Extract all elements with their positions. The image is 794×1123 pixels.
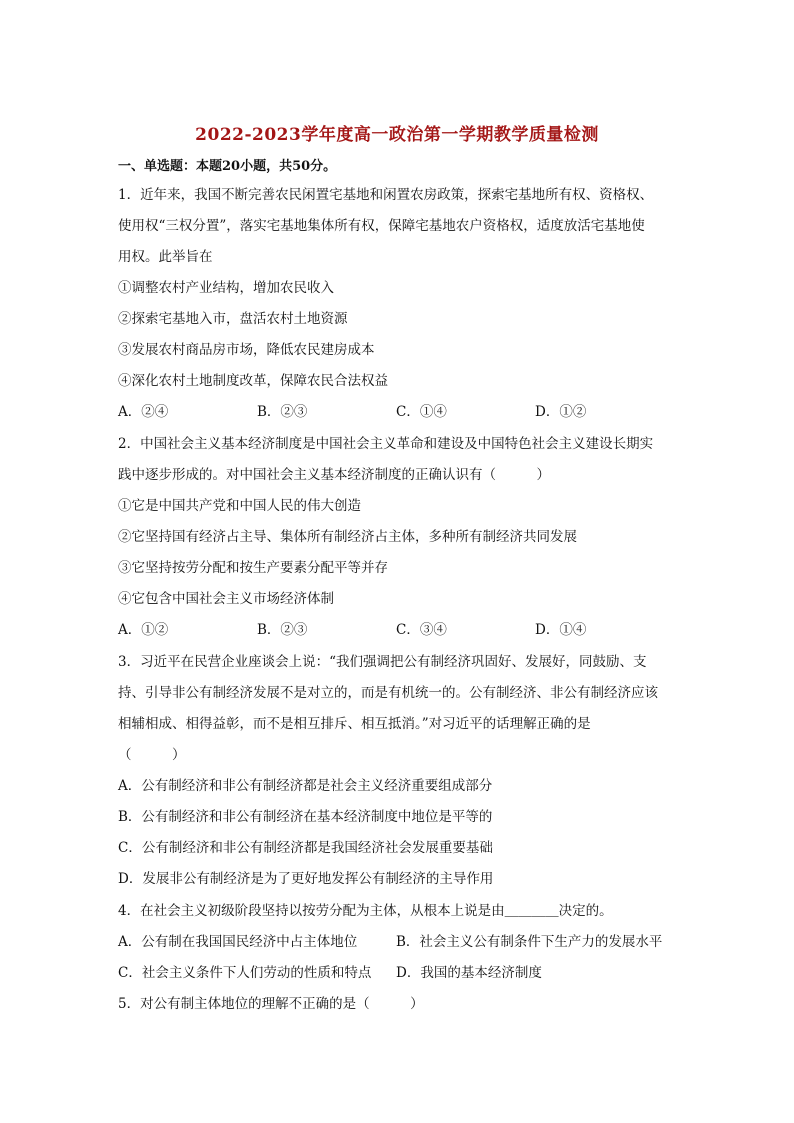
question-3-option-c: C．公有制经济和非公有制经济都是我国经济社会发展重要基础 [118, 840, 493, 856]
question-1-option-a: A．②④ [118, 404, 169, 420]
question-4-option-c: C．社会主义条件下人们劳动的性质和特点 [118, 965, 372, 981]
section-heading: 一、单选题：本题20小题，共50分。 [118, 159, 337, 174]
question-4-option-a: A．公有制在我国国民经济中占主体地位 [118, 934, 358, 950]
question-1-option-d: D．①② [535, 404, 587, 420]
question-4-option-d: D．我国的基本经济制度 [396, 965, 542, 981]
question-1-statement-3: ③发展农村商品房市场，降低农民建房成本 [118, 342, 375, 358]
question-4-option-b: B．社会主义公有制条件下生产力的发展水平 [396, 934, 663, 950]
question-2-text-line-1: 2．中国社会主义基本经济制度是中国社会主义革命和建设及中国特色社会主义建设长期实 [118, 436, 654, 452]
question-1-text-line-3: 用权。此举旨在 [118, 249, 213, 265]
question-3-text-line-2: 持、引导非公有制经济发展不是对立的，而是有机统一的。公有制经济、非公有制经济应该 [118, 685, 658, 701]
question-3-option-a: A．公有制经济和非公有制经济都是社会主义经济重要组成部分 [118, 778, 493, 794]
question-2-option-d: D．①④ [535, 622, 587, 638]
question-2-text-line-2: 践中逐步形成的。对中国社会主义基本经济制度的正确认识有（ ） [118, 467, 550, 483]
question-1-text-line-2: 使用权“三权分置”，落实宅基地集体所有权，保障宅基地农户资格权，适度放活宅基地使 [118, 218, 645, 234]
question-5-text-line-1: 5．对公有制主体地位的理解不正确的是（ ） [118, 996, 424, 1012]
question-2-statement-4: ④它包含中国社会主义市场经济体制 [118, 591, 334, 607]
question-3-option-d: D．发展非公有制经济是为了更好地发挥公有制经济的主导作用 [118, 871, 494, 887]
question-3-text-line-4: （ ） [118, 747, 186, 763]
question-3-option-b: B．公有制经济和非公有制经济在基本经济制度中地位是平等的 [118, 809, 493, 825]
question-1-statement-4: ④深化农村土地制度改革，保障农民合法权益 [118, 373, 388, 389]
question-3-text-line-1: 3．习近平在民营企业座谈会上说：“我们强调把公有制经济巩固好、发展好，同鼓励、支 [118, 654, 647, 670]
question-1-option-c: C．①④ [396, 404, 447, 420]
question-2-statement-1: ①它是中国共产党和中国人民的伟大创造 [118, 498, 361, 514]
question-1-text-line-1: 1．近年来，我国不断完善农民闲置宅基地和闲置农房政策，探索宅基地所有权、资格权、 [118, 187, 654, 203]
question-3-text-line-3: 相辅相成、相得益彰，而不是相互排斥、相互抵消。”对习近平的话理解正确的是 [118, 716, 591, 732]
question-2-option-c: C．③④ [396, 622, 447, 638]
question-1-statement-1: ①调整农村产业结构，增加农民收入 [118, 280, 334, 296]
question-2-statement-2: ②它坚持国有经济占主导、集体所有制经济占主体，多种所有制经济共同发展 [118, 529, 577, 545]
question-1-option-b: B．②③ [257, 404, 308, 420]
question-2-option-a: A．①② [118, 622, 169, 638]
question-2-statement-3: ③它坚持按劳分配和按生产要素分配平等并存 [118, 560, 388, 576]
question-1-statement-2: ②探索宅基地入市，盘活农村土地资源 [118, 311, 348, 327]
page-title: 2022-2023学年度高一政治第一学期教学质量检测 [195, 125, 599, 145]
question-4-text-line-1: 4．在社会主义初级阶段坚持以按劳分配为主体，从根本上说是由＿＿＿＿决定的。 [118, 903, 613, 919]
question-2-option-b: B．②③ [257, 622, 308, 638]
